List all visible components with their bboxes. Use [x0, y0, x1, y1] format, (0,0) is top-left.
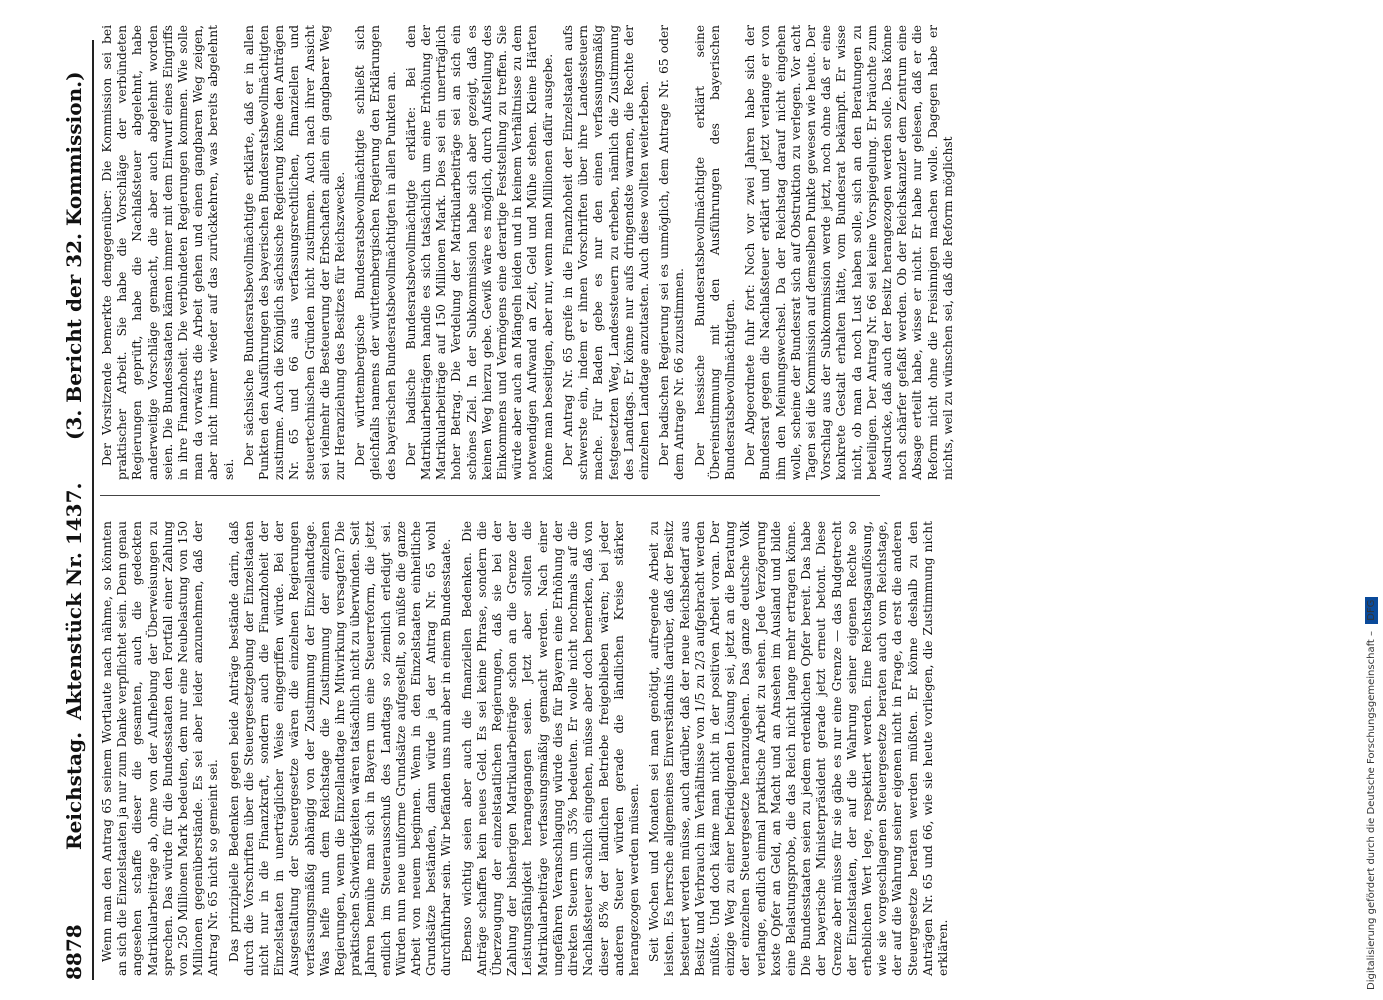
header-title: Aktenstück Nr. 1437.: [62, 482, 86, 720]
header-left: Reichstag.: [62, 731, 86, 850]
paragraph: Der sächsische Bundesratsbevollmächtigte erklärte, daß er in allen Punkten den Ausführungen des bayerischen Bundesratsbevollmächtigten zustimme. Auch die Königlich sächsische Regierung könne den Anträgen Nr. 65 und 66 aus verfassungsrechtlichen, finanziellen und steuertechnischen Gründen nicht zustimmen. Auch nach ihrer Ansicht sei vielmehr die Besteuerung der Erbschaften allein ein gangbarer Weg zur Heranziehung des Besitzes für Reichszwecke.: [241, 25, 348, 480]
paragraph: Wenn man den Antrag 65 seinem Wortlaute nach nähme, so könnten an sich die Einzelstaaten ja nur zum Danke verpflichtet sein. Denn genau angesehen schaffe dieser die gesamten, auch die gedeckten Matrikularbeiträge ab, ohne von der Aufhebung der Überweisungen zu sprechen. Das würde für die Bundesstaaten den Fortfall einer Zahlung von 250 Millionen Mark bedeuten, dem nur eine Neubelastung von 150 Millionen gegenüberstände. Es sei aber leider anzunehmen, daß der Antrag Nr. 65 nicht so gemeint sei.: [100, 521, 221, 976]
paragraph: Der badische Bundesratsbevollmächtigte erklärte: Bei den Matrikularbeiträgen handle es sich tatsächlich um eine Erhöhung der Matrikularbeiträge auf 150 Millionen Mark. Dies sei ein unerträglich hoher Betrag. Die Verdelung der Matrikularbeiträge sei an sich ein schönes Ziel. In der Subkommission habe sich aber gezeigt, daß es keinen Weg hierzu gebe. Gewiß wäre es möglich, durch Aufstellung des Einkommens und Vermögens eine derartige Feststellung zu treffen. Sie würde aber auch an Mängeln leiden und in keinem Verhältnisse zu dem notwendigen Aufwand an Zeit, Geld und Mühe stehen. Kleine Härten könne man beseitigen, aber nur, wenn man Millionen dafür ausgebe.: [403, 25, 555, 480]
page-number: 8878: [62, 924, 86, 980]
column-divider: [100, 495, 880, 496]
paragraph: Ebenso wichtig seien aber auch die finanziellen Bedenken. Die Anträge schaffen kein neues Geld. Es sei keine Phrase, sondern die Überzeugung der einzelstaatlichen Regierungen, daß sie bei der Zahlung der bisherigen Matrikularbeiträge schon an die Grenze der Leistungsfähigkeit herangegangen seien. Jetzt aber sollten die Matrikularbeiträge verfassungsmäßig gemacht werden. Nach einer ungefähren Veranschlagung würde dies für Bayern eine Erhöhung der direkten Steuern um 35% bedeuten. Er wolle nicht nochmals auf die Nachlaßsteuer sachlich eingehen, müsse aber doch bemerken, daß von dieser 85% der ländlichen Betriebe freigeblieben wären; bei jeder anderen Steuer würden gerade die ländlichen Kreise stärker herangezogen werden müssen.: [459, 521, 641, 976]
header-right: (3. Bericht der 32. Kommission.): [62, 71, 86, 440]
digitization-credit: [1340, 0, 1380, 1000]
paragraph: Der Abgeordnete fuhr fort: Noch vor zwei Jahren habe sich der Bundesrat gegen die Nachlaßsteuer erklärt und jetzt verlange er von ihm den Meinungswechsel. Da der Reichstag darauf nicht eingehen wolle, scheine der Bundesrat sich auf Obstruktion zu verlegen. Vor acht Tagen sei die Kommission auf demselben Punkte gewesen wie heute. Der Vorschlag aus der Subkommission werde jetzt, noch ohne daß er eine konkrete Gestalt erhalten hätte, vom Bundesrat bekämpft. Er wisse nicht, ob man da noch Lust haben solle, sich an den Beratungen zu beteiligen. Der Antrag Nr. 66 sei keine Vorspiegelung. Er bräuchte zum Ausdrucke, daß auch der Besitz herangezogen werden solle. Das könne noch schärfer gefaßt werden. Ob der Reichskanzler dem Zentrum eine Absage erteilt habe, wisse er nicht. Er habe nur gelesen, daß er die Reform nicht ohne die Freisinnigen machen wolle. Dagegen habe er nichts, weil zu wünschen sei, daß die Reform möglichst: [743, 25, 955, 480]
paragraph: Der Antrag Nr. 65 greife in die Finanzhoheit der Einzelstaaten aufs schwerste ein, indem er ihnen Vorschriften über ihre Landessteuern mache. Für Baden gebe es nur den einen verfassungsmäßig festgesetzten Weg, Landessteuern zu erheben, nämlich die Zustimmung des Landtags. Er könne nur aufs dringendste warnen, die Rechte der einzelnen Landtage anzutasten. Auch diese wollten weiterleben.: [560, 25, 651, 480]
left-column: [100, 521, 956, 976]
paragraph: Seit Wochen und Monaten sei man genötigt, aufregende Arbeit zu leisten. Es herrsche allgemeines Einverständnis darüber, daß der Besitz besteuert werden müsse, auch darüber, daß der neue Reichsbedarf aus Besitz und Verbrauch im Verhältnisse von 1/5 zu 2/3 aufgebracht werden müßte. Und doch käme man nicht in der positiven Arbeit voran. Der einzige Weg zu einer befriedigenden Lösung sei, jetzt an die Beratung der einzelnen Steuergesetze heranzugehen. Das ganze deutsche Volk verlange, endlich einmal praktische Arbeit zu sehen. Jede Verzögerung koste Opfer an Geld, an Macht und an Ansehen im Ausland und bilde eine Belastungsprobe, die das Reich nicht lange mehr ertragen könne. Die Bundesstaaten seien zu jedem erdenklichen Opfer bereit. Das habe der bayerische Ministerpräsident gerade jetzt erneut betont. Diese Grenze aber müsse für sie gäbe es nur eine Grenze — das Budgetrecht der Einzelstaaten, der auf die Wahrung seiner eigenen Rechte so erheblichen Wert lege, respektiert werden. Eine Reichstagsauflösung, wie sie vorgeschlagenen Steuergesetze beraten auch vom Reichstage, der auf die Wahrung seiner eigenen nicht in Frage, da erst die anderen Steuergesetze beraten werden müßten. Er könne deshalb zu den Anträgen Nr. 65 und 66, wie sie heute vorliegen, die Zustimmung nicht erklären.: [647, 521, 950, 976]
right-column: [100, 25, 961, 480]
header-rule: [92, 40, 94, 980]
paragraph: Der Vorsitzende bemerkte demgegenüber: Die Kommission sei bei praktischer Arbeit. Sie habe die Vorschläge der verbündeten Regierungen geprüft, habe die Nachlaßsteuer abgelehnt, habe anderweitige Vorschläge gemacht, die aber auch abgelehnt worden seien. Die Bundesstaaten kämen immer mit dem Einwurf eines Eingriffs in ihre Finanzhoheit. Die verbündeten Regierungen kommen. Wie solle man da vorwärts die Arbeit gehen und einen gangbaren Weg zeigen, aber nicht immer wieder auf das zurückkehren, was bereits abgelehnt sei.: [100, 25, 236, 480]
dfg-logo: DFG: [1365, 597, 1378, 624]
credit-text: Digitalisierung gefördert durch die Deutsche Forschungsgemeinschaft –: [1366, 630, 1377, 990]
paragraph: Der württembergische Bundesratsbevollmächtigte schließt sich gleichfalls namens der württembergischen Regierung den Erklärungen des bayerischen Bundesratsbevollmächtigten in allen Punkten an.: [353, 25, 398, 480]
paragraph: Der hessische Bundesratsbevollmächtigte erklärt seine Übereinstimmung mit den Ausführungen des bayerischen Bundesratsbevollmächtigten.: [692, 25, 737, 480]
paragraph: Der badischen Regierung sei es unmöglich, dem Antrage Nr. 65 oder dem Antrage Nr. 66 zuzustimmen.: [657, 25, 687, 480]
paragraph: Das prinzipielle Bedenken gegen beide Anträge bestände darin, daß durch die Vorschriften über die Steuergesetzgebung der Einzelstaaten nicht nur in die Finanzkraft, sondern auch die Finanzhoheit der Einzelstaaten in unerträglicher Weise eingegriffen würde. Bei der Ausgestaltung der Steuergesetze wären die einzelnen Regierungen verfassungsmäßig abhängig von der Zustimmung der Einzellandtage. Was helfe nun dem Reichstage die Zustimmung der einzelnen Regierungen, wenn die Einzellandtage ihre Mitwirkung versagten? Die praktischen Schwierigkeiten wären tatsächlich nicht zu überwinden. Seit Jahren bemühe man sich in Bayern um eine Steuerreform, die jetzt endlich im Steuerausschuß des Landtags so ziemlich erledigt sei. Würden nun neue uniforme Grundsätze aufgestellt, so müßte die ganze Arbeit von neuem beginnen. Wenn in den Einzelstaaten einheitliche Grundsätze beständen, dann würde ja der Antrag Nr. 65 wohl durchführbar sein. Wir befänden uns nun aber in einem Bundesstaate.: [226, 521, 454, 976]
